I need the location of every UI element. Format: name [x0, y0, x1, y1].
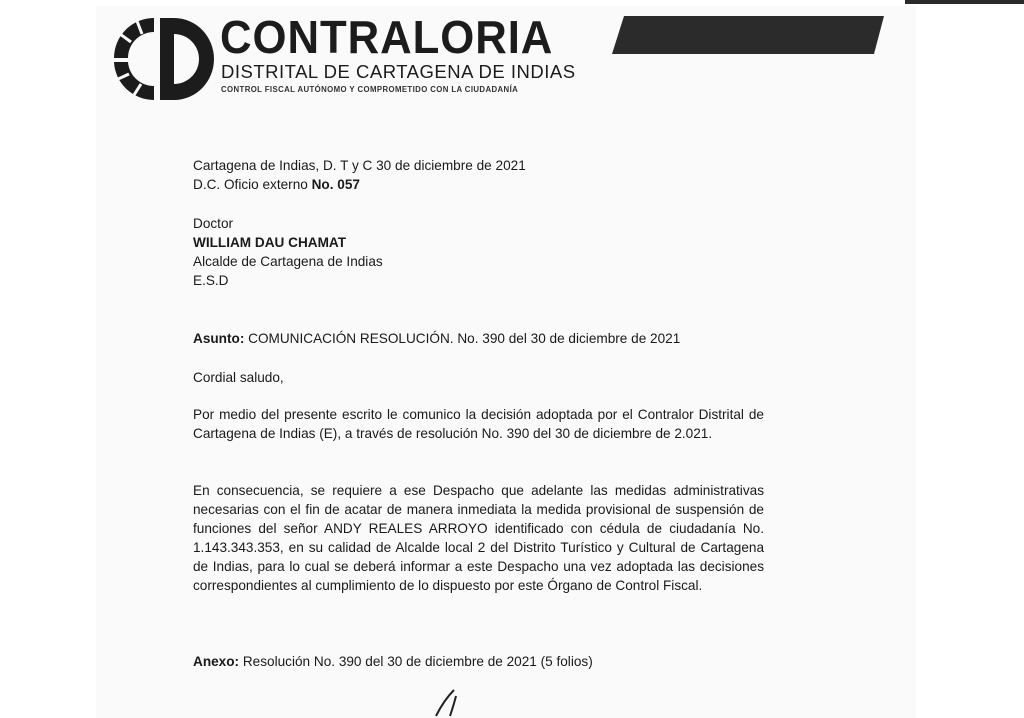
brand-name: CONTRALORIA	[220, 11, 554, 63]
place-date: Cartagena de Indias, D. T y C 30 de diciembre de 2021	[193, 158, 526, 173]
brand-tagline: CONTROL FISCAL AUTÓNOMO Y COMPROMETIDO CON LA CIUDADANÍA	[221, 85, 519, 94]
paragraph-2: En consecuencia, se requiere a ese Despacho que adelante las medidas administrativas necesarias con el fin de acatar de manera inmediata la medida provisional de suspensión de funciones del señor ANDY REALES ARROYO identificado con cédula de ciudadanía No. 1.143.343.353, en su calidad de Alcalde local 2 del Distrito Turístico y Cultural de Cartagena de Indias, para lo cual se deberá informar a este Despacho una vez adoptada las decisiones correspondientes al cumplimiento de lo dispuesto por este Órgano de Control Fiscal.	[193, 483, 764, 593]
recipient-name: WILLIAM DAU CHAMAT	[193, 235, 347, 250]
oficio-prefix: D.C. Oficio externo	[193, 177, 312, 192]
subject-line	[193, 329, 680, 348]
greeting: Cordial saludo,	[193, 370, 284, 385]
brand-subtitle: DISTRITAL DE CARTAGENA DE INDIAS	[221, 61, 576, 82]
annex-text: Resolución No. 390 del 30 de diciembre de 2021 (5 folios)	[239, 654, 593, 669]
oficio-line	[193, 175, 526, 194]
recipient-position: Alcalde de Cartagena de Indias	[193, 254, 383, 269]
signature-stroke	[432, 686, 462, 718]
subject-text: COMUNICACIÓN RESOLUCIÓN. No. 390 del 30 de diciembre de 2021	[244, 331, 681, 346]
subject-label: Asunto:	[193, 331, 245, 346]
recipient-title: Doctor	[193, 216, 234, 231]
oficio-number: No. 057	[311, 177, 360, 192]
annex-line	[193, 652, 593, 671]
contraloria-logo	[104, 12, 214, 102]
header-decorative-bar	[612, 16, 884, 54]
scan-edge-line	[905, 0, 1024, 4]
recipient-block	[193, 214, 383, 290]
annex-label: Anexo:	[193, 654, 240, 669]
recipient-esd: E.S.D	[193, 273, 229, 288]
paper-sheet	[96, 6, 916, 718]
paragraph-1: Por medio del presente escrito le comunico la decisión adoptada por el Contralor Distrital de Cartagena de Indias (E), a través de resolución No. 390 del 30 de diciembre de 2.021.	[193, 407, 764, 441]
letter-reference	[193, 156, 526, 194]
